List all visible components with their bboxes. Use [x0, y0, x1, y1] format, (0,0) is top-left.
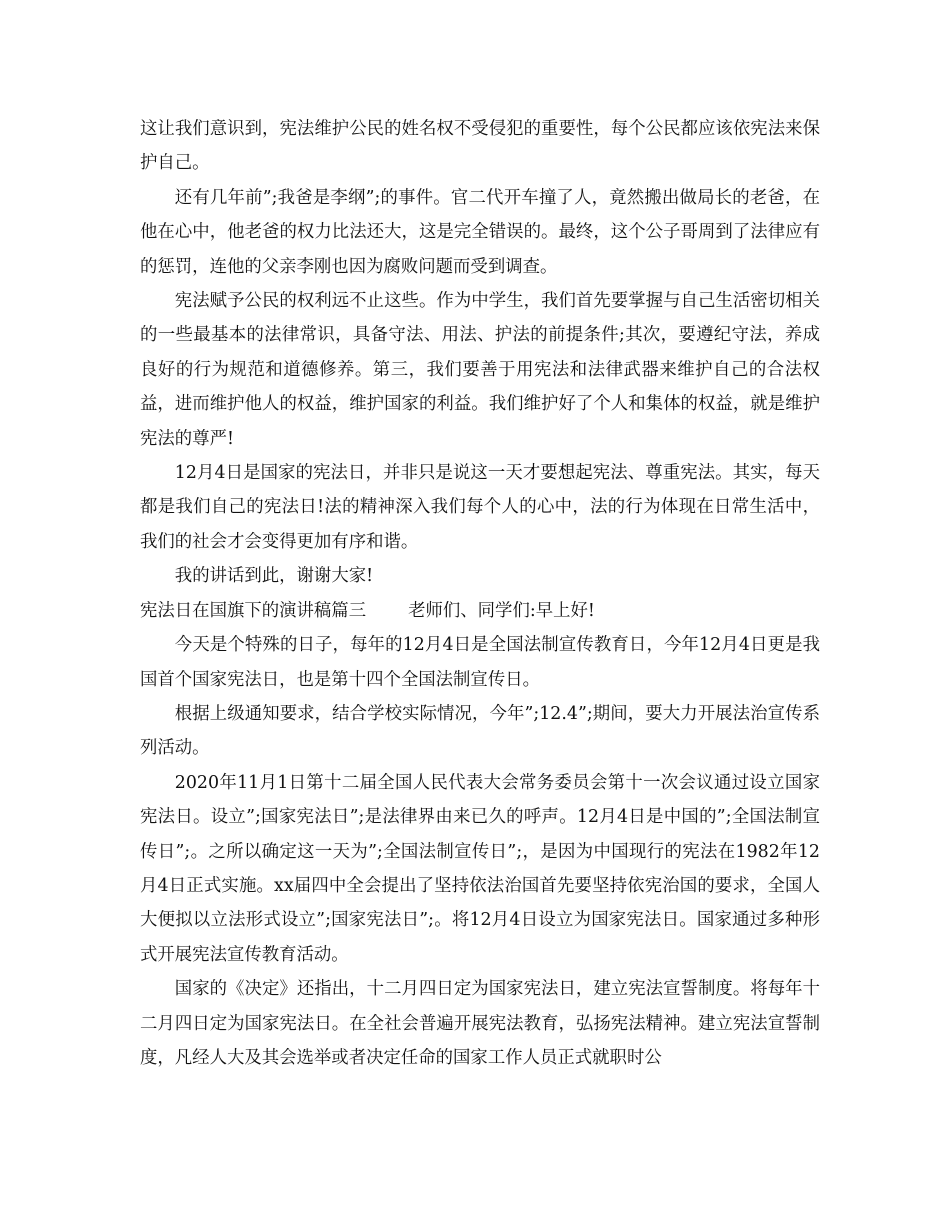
section-heading-line	[140, 594, 820, 628]
paragraph-continued: 这让我们意识到，宪法维护公民的姓名权不受侵犯的重要性，每个公民都应该依宪法来保护自己。	[140, 119, 820, 174]
paragraph-school-activity: 根据上级通知要求，结合学校实际情况，今年”;12.4”;期间，要大力开展法治宣传系列活动。	[140, 703, 820, 759]
paragraph-closing: 我的讲话到此，谢谢大家!	[174, 566, 374, 587]
paragraph-li-gang-incident: 还有几年前”;我爸是李纲”;的事件。官二代开车撞了人，竟然搬出做局长的老爸，在他在心中，他老爸的权力比法还大，这是完全错误的。最终，这个公子哥周到了法律应有的惩罚，连他的父亲李刚也因为腐败问题而受到调查。	[140, 187, 820, 277]
speech-greeting: 老师们、同学们:早上好!	[408, 600, 595, 621]
section-title: 宪法日在国旗下的演讲稿篇三	[140, 600, 367, 621]
paragraph-decision: 国家的《决定》还指出，十二月四日定为国家宪法日，建立宪法宣誓制度。将每年十二月四日定为国家宪法日。在全社会普遍开展宪法教育，弘扬宪法精神。建立宪法宣誓制度，凡经人大及其会选举或者决定任命的国家工作人员正式就职时公	[140, 979, 820, 1068]
paragraph-special-day: 今天是个特殊的日子，每年的12月4日是全国法制宣传教育日，今年12月4日更是我国首个国家宪法日，也是第十四个全国法制宣传日。	[140, 635, 820, 690]
paragraph-citizen-rights: 宪法赋予公民的权利远不止这些。作为中学生，我们首先要掌握与自己生活密切相关的一些最基本的法律常识，具备守法、用法、护法的前提条件;其次，要遵纪守法，养成良好的行为规范和道德修养。第三，我们要善于用宪法和法律武器来维护自己的合法权益，进而维护他人的权益，维护国家的利益。我们维护好了个人和集体的权益，就是维护宪法的尊严!	[140, 291, 820, 449]
document-body	[140, 112, 820, 1075]
paragraph-constitution-day: 12月4日是国家的宪法日，并非只是说这一天才要想起宪法、尊重宪法。其实，每天都是我们自己的宪法日!法的精神深入我们每个人的心中，法的行为体现在日常生活中，我们的社会才会变得更加有序和谐。	[140, 463, 820, 552]
paragraph-history: 2020年11月1日第十二届全国人民代表大会常务委员会第十一次会议通过设立国家宪法日。设立”;国家宪法日”;是法律界由来已久的呼声。12月4日是中国的”;全国法制宣传日”;。之所以确定这一天为”;全国法制宣传日”;，是因为中国现行的宪法在1982年12月4日正式实施。xx届四中全会提出了坚持依法治国首先要坚持依宪治国的要求，全国人大便拟以立法形式设立”;国家宪法日”;。将12月4日设立为国家宪法日。国家通过多种形式开展宪法宣传教育活动。	[140, 772, 820, 965]
